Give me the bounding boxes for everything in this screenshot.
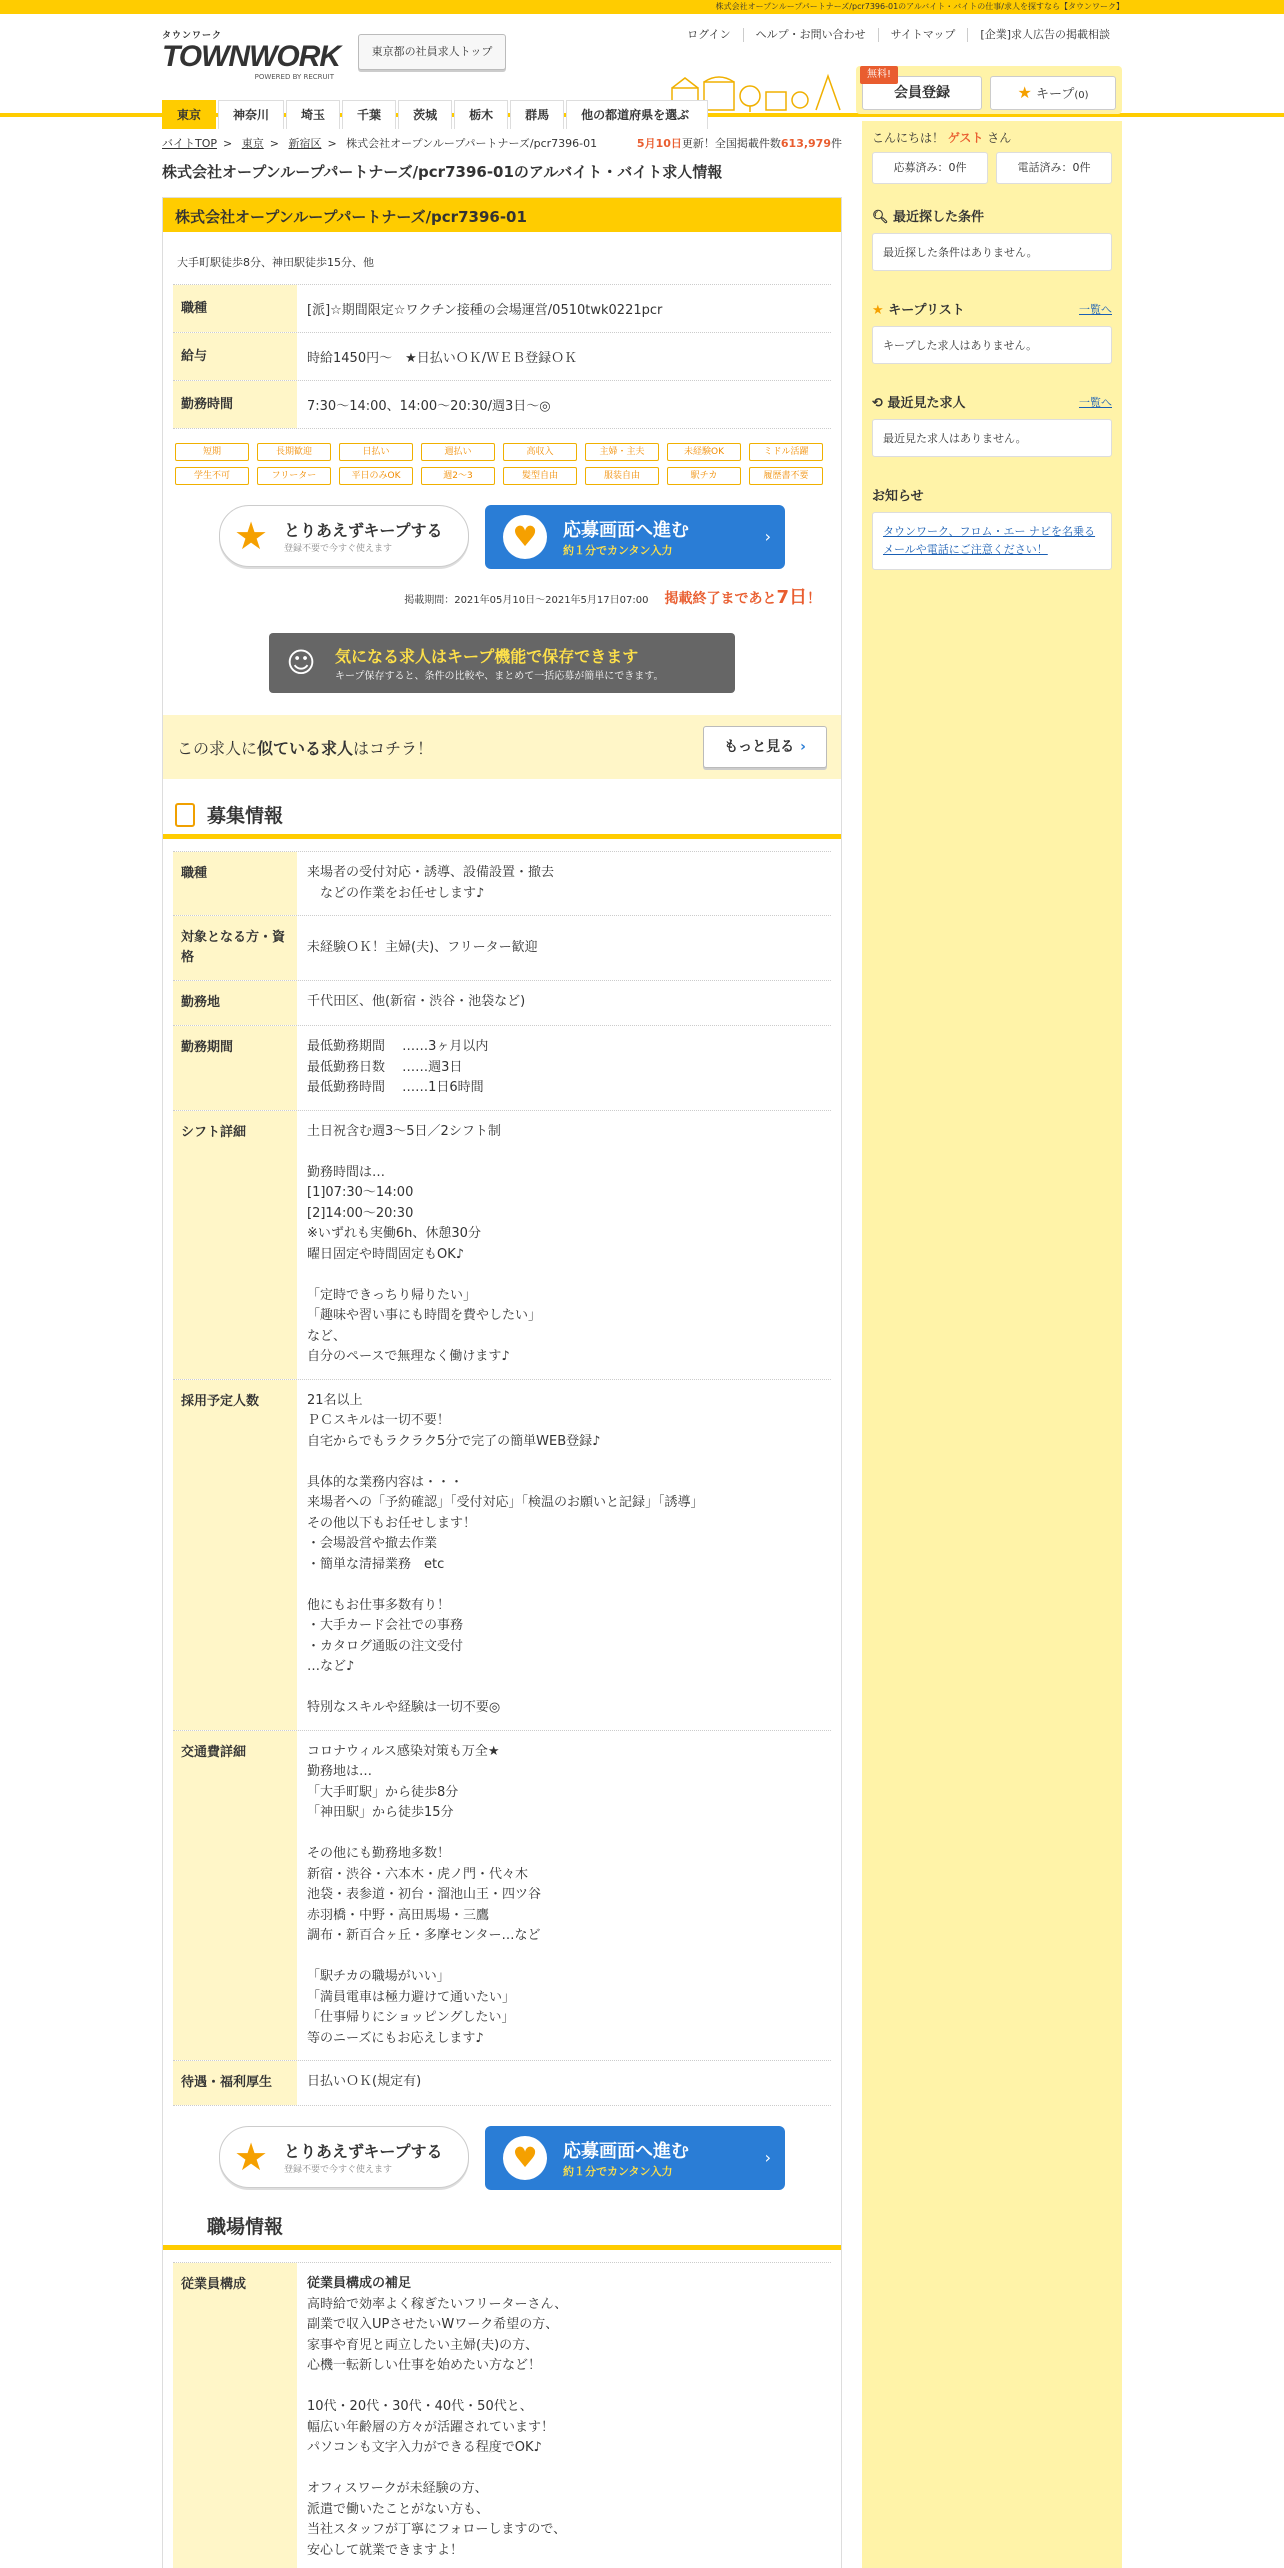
tab-chiba[interactable]: 千葉 xyxy=(342,100,396,129)
breadcrumb-shinjuku[interactable]: 新宿区 xyxy=(288,137,322,150)
keep-list-heading: ★ キープリスト 一覧へ xyxy=(872,302,1112,318)
chevron-right-icon: › xyxy=(800,739,806,755)
keep-feature-banner[interactable]: ☺ 気になる求人はキープ機能で保存できます キープ保存すると、条件の比較や、まとめて一括応募が簡単にできます。 xyxy=(269,633,735,693)
notice-box xyxy=(872,512,1112,570)
table-row: シフト詳細 土日祝含む週3～5日／2シフト制 勤務時間は… [1]07:30～14:00 [2]14:00～20:30 ※いずれも実働6h、休憩30分 曜日固定や時間固定もOK♪ 「定時できっちり帰りたい」 「趣味や習い事にも時間を費やしたい」 など、 自分のペースで無理なく働けます♪ xyxy=(173,1111,831,1380)
mascot-icon: ♥ xyxy=(503,515,547,559)
apply-button[interactable]: ♥ 応募画面へ進む 約１分でカンタン入力 › xyxy=(485,505,785,569)
greeting: こんにちは！ ゲスト さん xyxy=(872,131,1012,145)
tag: ミドル活躍 xyxy=(749,443,823,461)
recent-search-heading: 🔍︎ 最近探した条件 xyxy=(872,210,985,225)
star-icon: ★ xyxy=(872,303,884,318)
summary-row: 給与 時給1450円～ ★日払いＯＫ/ＷＥＢ登録ＯＫ xyxy=(173,333,831,381)
sidebar xyxy=(862,121,1122,2568)
tag: 髪型自由 xyxy=(503,467,577,485)
table-row: 職種 来場者の受付対応・誘導、設備設置・撤去 などの作業をお任せします♪ xyxy=(173,852,831,916)
tag: 主婦・主夫 xyxy=(585,443,659,461)
table-row: 従業員構成 従業員構成の補足 高時給で効率よく稼ぎたいフリーターさん、 副業で収入UPさせたいWワーク希望の方、 家事や育児と両立したい主婦(夫)の方、 心機一転新しい仕事を始めたい方など！ 10代・20代・30代・40代・50代と、 幅広い年齢層の方々が活躍されています！ パソコンも文字入力ができる程度でOK♪ オフィスワークが未経験の方、 派遣で働いたことがない方も、 当社スタッフが丁寧にフォローしますので、 安心して就業できますよ！ xyxy=(173,2263,831,2568)
star-icon: ★ xyxy=(1017,83,1032,102)
feature-tags xyxy=(163,429,841,485)
table-row: 待遇・福利厚生 日払いＯＫ(規定有) xyxy=(173,2061,831,2106)
workplace-table xyxy=(173,2262,831,2568)
header xyxy=(0,14,1284,122)
tag: 駅チカ xyxy=(667,467,741,485)
mascot-icon: ☺ xyxy=(286,646,316,679)
recruit-section-heading: 募集情報 xyxy=(163,801,841,839)
cta-row-top xyxy=(163,505,841,569)
tag: 週払い xyxy=(421,443,495,461)
tab-kanagawa[interactable]: 神奈川 xyxy=(218,100,284,129)
summary-table xyxy=(173,284,831,429)
main-content xyxy=(162,121,842,2568)
table-row: 交通費詳細 コロナウィルス感染対策も万全★ 勤務地は… 「大手町駅」から徒歩8分 「神田駅」から徒歩15分 その他にも勤務地多数！ 新宿・渋谷・六本木・虎ノ門・代々木 池袋・表参道・初台・溜池山王・四ツ谷 赤羽橋・中野・高田馬場・三鷹 調布・新百合ヶ丘・多摩センター…など 「駅チカの職場がいい」 「満員電車は極力避けて通いたい」 「仕事帰りにショッピングしたい」 等のニーズにもお応えします♪ xyxy=(173,1731,831,2062)
tab-gunma[interactable]: 群馬 xyxy=(510,100,564,129)
update-info: 5月10日更新！全国掲載件数613,979件 xyxy=(636,137,842,150)
keep-job-button[interactable]: ★ とりあえずキープする 登録不要で今すぐ使えます xyxy=(219,505,469,567)
table-row: 勤務地 千代田区、他(新宿・渋谷・池袋など) xyxy=(173,981,831,1026)
keep-list-box: キープした求人はありません。 xyxy=(872,326,1112,364)
tag: 学生不可 xyxy=(175,467,249,485)
breadcrumb-tokyo[interactable]: 東京 xyxy=(241,137,264,150)
recent-search-box: 最近探した条件はありません。 xyxy=(872,233,1112,271)
search-icon: 🔍︎ xyxy=(872,210,889,225)
mascot-icon: ♥ xyxy=(503,2136,547,2180)
notice-link[interactable]: タウンワーク、フロム・エー ナビを名乗るメールや電話にご注意ください！ xyxy=(883,525,1096,556)
chevron-right-icon: › xyxy=(764,527,771,546)
tag: 長期歓迎 xyxy=(257,443,331,461)
tag: 服装自由 xyxy=(585,467,659,485)
tag: 履歴書不要 xyxy=(749,467,823,485)
free-badge: 無料! xyxy=(860,66,898,84)
tag: 平日のみOK xyxy=(339,467,413,485)
job-summary-card xyxy=(162,197,842,2568)
tab-saitama[interactable]: 埼玉 xyxy=(286,100,340,129)
building-icon xyxy=(175,2214,195,2238)
days-left: 掲載終了まであと7日！ xyxy=(664,587,821,608)
tag: 日払い xyxy=(339,443,413,461)
summary-row: 職種 [派]☆期間限定☆ワクチン接種の会場運営/0510twk0221pcr xyxy=(173,285,831,333)
keep-list-link[interactable]: 一覧へ xyxy=(1079,302,1112,316)
similar-jobs-bar: この求人に似ている求人はコチラ！ もっと見る › xyxy=(163,715,841,779)
breadcrumb: バイトTOP > 東京 > 新宿区 > 株式会社オープンループパートナーズ/pcr7396-01 5月10日更新！全国掲載件数613,979件 xyxy=(162,137,842,150)
tag: 高収入 xyxy=(503,443,577,461)
document-icon xyxy=(175,803,195,827)
cta-row-bottom xyxy=(163,2126,841,2190)
apply-button[interactable]: ♥ 応募画面へ進む 約１分でカンタン入力 › xyxy=(485,2126,785,2190)
employee-top-button[interactable]: 東京都の社員求人トップ xyxy=(358,34,506,70)
chevron-right-icon: › xyxy=(764,2148,771,2167)
station-access: 大手町駅徒歩8分、神田駅徒歩15分、他 xyxy=(177,256,374,269)
recruit-table xyxy=(173,851,831,2106)
workplace-section-heading: 職場情報 xyxy=(163,2212,841,2250)
company-name: 株式会社オープンループパートナーズ/pcr7396-01 xyxy=(163,198,841,232)
history-icon: ⟲ xyxy=(872,396,883,411)
star-icon: ★ xyxy=(234,2135,269,2179)
table-row: 採用予定人数 21名以上 ＰＣスキルは一切不要！ 自宅からでもラクラク5分で完了の簡単WEB登録♪ 具体的な業務内容は・・・ 来場者への「予約確認」「受付対応」「検温のお願いと記録」「誘導」 その他以下もお任せします！ ・会場設営や撤去作業 ・簡単な清掃業務 etc 他にもお仕事多数有り！ ・大手カード会社での事務 ・カタログ通販の注文受付 …など♪ 特別なスキルや経験は一切不要◎ xyxy=(173,1380,831,1731)
top-strip: 株式会社オープンループパートナーズ/pcr7396-01のアルバイト・バイトの仕事/求人を探すなら【タウンワーク】 xyxy=(0,0,1284,14)
tab-other-prefectures[interactable]: 他の都道府県を選ぶ xyxy=(566,100,708,129)
tab-tochigi[interactable]: 栃木 xyxy=(454,100,508,129)
notice-heading: お知らせ xyxy=(872,489,924,504)
page-title: 株式会社オープンループパートナーズ/pcr7396-01のアルバイト・バイト求人情報 xyxy=(162,163,723,181)
tag: 未経験OK xyxy=(667,443,741,461)
table-row: 対象となる方・資格 未経験ＯＫ！主婦(夫)、フリーター歓迎 xyxy=(173,916,831,981)
utility-nav xyxy=(675,28,1122,42)
status-counts xyxy=(872,152,1112,184)
sitemap-link[interactable]: サイトマップ xyxy=(878,28,968,42)
keep-button[interactable]: ★ キープ(0) xyxy=(990,76,1116,110)
posting-period: 掲載期間：2021年05月10日～2021年5月17日07:00 掲載終了まであと7日！ xyxy=(163,569,841,609)
help-link[interactable]: ヘルプ・お問い合わせ xyxy=(743,28,878,42)
breadcrumb-current: 株式会社オープンループパートナーズ/pcr7396-01 xyxy=(346,137,598,150)
keep-job-button[interactable]: ★ とりあえずキープする 登録不要で今すぐ使えます xyxy=(219,2126,469,2188)
recent-view-box: 最近見た求人はありません。 xyxy=(872,419,1112,457)
recent-view-link[interactable]: 一覧へ xyxy=(1079,395,1112,409)
star-icon: ★ xyxy=(234,514,269,558)
table-row: 勤務期間 最低勤務期間 ……3ヶ月以内 最低勤務日数 ……週3日 最低勤務時間 ……1日6時間 xyxy=(173,1026,831,1111)
breadcrumb-top[interactable]: バイトTOP xyxy=(162,137,218,150)
recent-view-heading: ⟲ 最近見た求人 一覧へ xyxy=(872,395,1112,411)
applied-count[interactable]: 応募済み：0件 xyxy=(872,152,988,184)
tab-tokyo[interactable]: 東京 xyxy=(162,100,216,129)
townwork-logo[interactable]: タウンワーク TOWNWORK POWERED BY RECRUIT xyxy=(162,31,341,81)
login-link[interactable]: ログイン xyxy=(687,28,731,41)
tab-ibaraki[interactable]: 茨城 xyxy=(398,100,452,129)
advertise-link[interactable]: [企業]求人広告の掲載相談 xyxy=(967,28,1122,42)
member-register-button[interactable]: 会員登録 xyxy=(862,76,982,110)
more-similar-button[interactable]: もっと見る › xyxy=(703,726,827,768)
called-count[interactable]: 電話済み：0件 xyxy=(996,152,1112,184)
summary-row: 勤務時間 7:30～14:00、14:00～20:30/週3日～◎ xyxy=(173,381,831,429)
tag: 週2～3 xyxy=(421,467,495,485)
tag: フリーター xyxy=(257,467,331,485)
tag: 短期 xyxy=(175,443,249,461)
